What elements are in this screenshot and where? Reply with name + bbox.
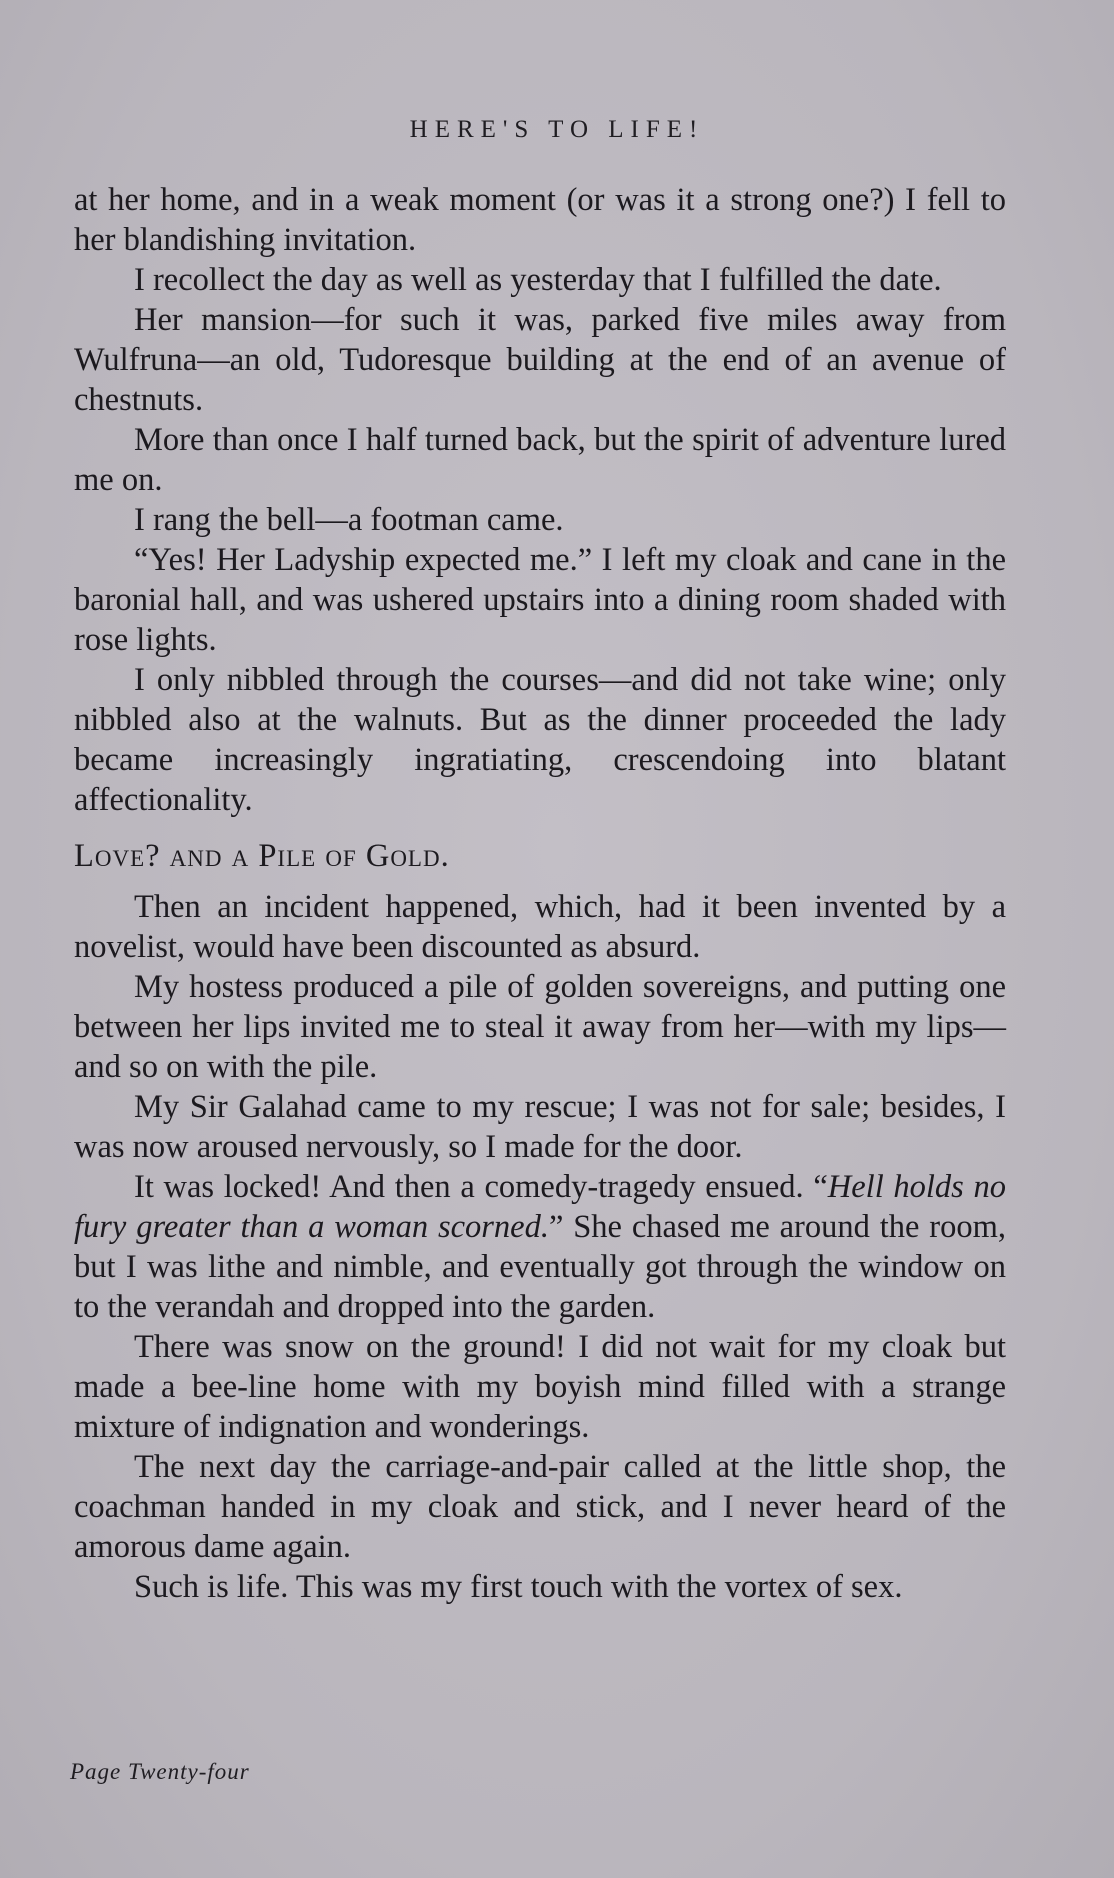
- paragraph-continued: at her home, and in a weak moment (or was it a strong one?) I fell to her blandishing invitation.: [74, 182, 1006, 258]
- section-heading: Love? and a Pile of Gold.: [74, 838, 450, 874]
- paragraph: Such is life. This was my first touch with the vortex of sex.: [134, 1569, 903, 1605]
- page-number: Page Twenty-four: [70, 1759, 250, 1784]
- paragraph: Then an incident happened, which, had it been invented by a novelist, would have been discounted as absurd.: [74, 889, 1006, 965]
- paragraph: More than once I half turned back, but the spirit of adventure lured me on.: [74, 422, 1006, 498]
- quote-trail-text: ” She chased me around the room, but I was lithe and nimble, and eventually got through the window on to the verandah and dropped into the garden.: [74, 1209, 1006, 1325]
- paragraph: I rang the bell—a footman came.: [134, 502, 564, 538]
- paragraph: My Sir Galahad came to my rescue; I was not for sale; besides, I was now aroused nervously, so I made for the door.: [74, 1089, 1006, 1165]
- paragraph: My hostess produced a pile of golden sovereigns, and putting one between her lips invited me to steal it away from her—with my lips—and so on with the pile.: [74, 969, 1006, 1085]
- paragraph: The next day the carriage-and-pair called at the little shop, the coachman handed in my cloak and stick, and I never heard of the amorous dame again.: [74, 1449, 1006, 1565]
- paragraph: I only nibbled through the courses—and did not take wine; only nibbled also at the walnuts. But as the dinner proceeded the lady became increasingly ingratiating, crescendoing into blatant affectionality.: [74, 662, 1006, 818]
- paragraph: There was snow on the ground! I did not wait for my cloak but made a bee-line home with my boyish mind filled with a strange mixture of indignation and wonderings.: [74, 1329, 1006, 1445]
- quote-lead-text: It was locked! And then a comedy-tragedy ensued. “: [134, 1169, 828, 1205]
- paragraph-with-quote: [74, 1167, 1006, 1327]
- paragraph: I recollect the day as well as yesterday that I fulfilled the date.: [134, 262, 942, 298]
- italic-quote: Hell holds no fury greater than a woman scorned.: [74, 1169, 1006, 1245]
- running-head: HERE'S TO LIFE!: [409, 116, 705, 143]
- paragraph: “Yes! Her Ladyship expected me.” I left my cloak and cane in the baronial hall, and was ushered upstairs into a dining room shaded with rose lights.: [74, 542, 1006, 658]
- body-text: [74, 180, 1006, 1607]
- paragraph: Her mansion—for such it was, parked five miles away from Wulfruna—an old, Tudoresque building at the end of an avenue of chestnuts.: [74, 302, 1006, 418]
